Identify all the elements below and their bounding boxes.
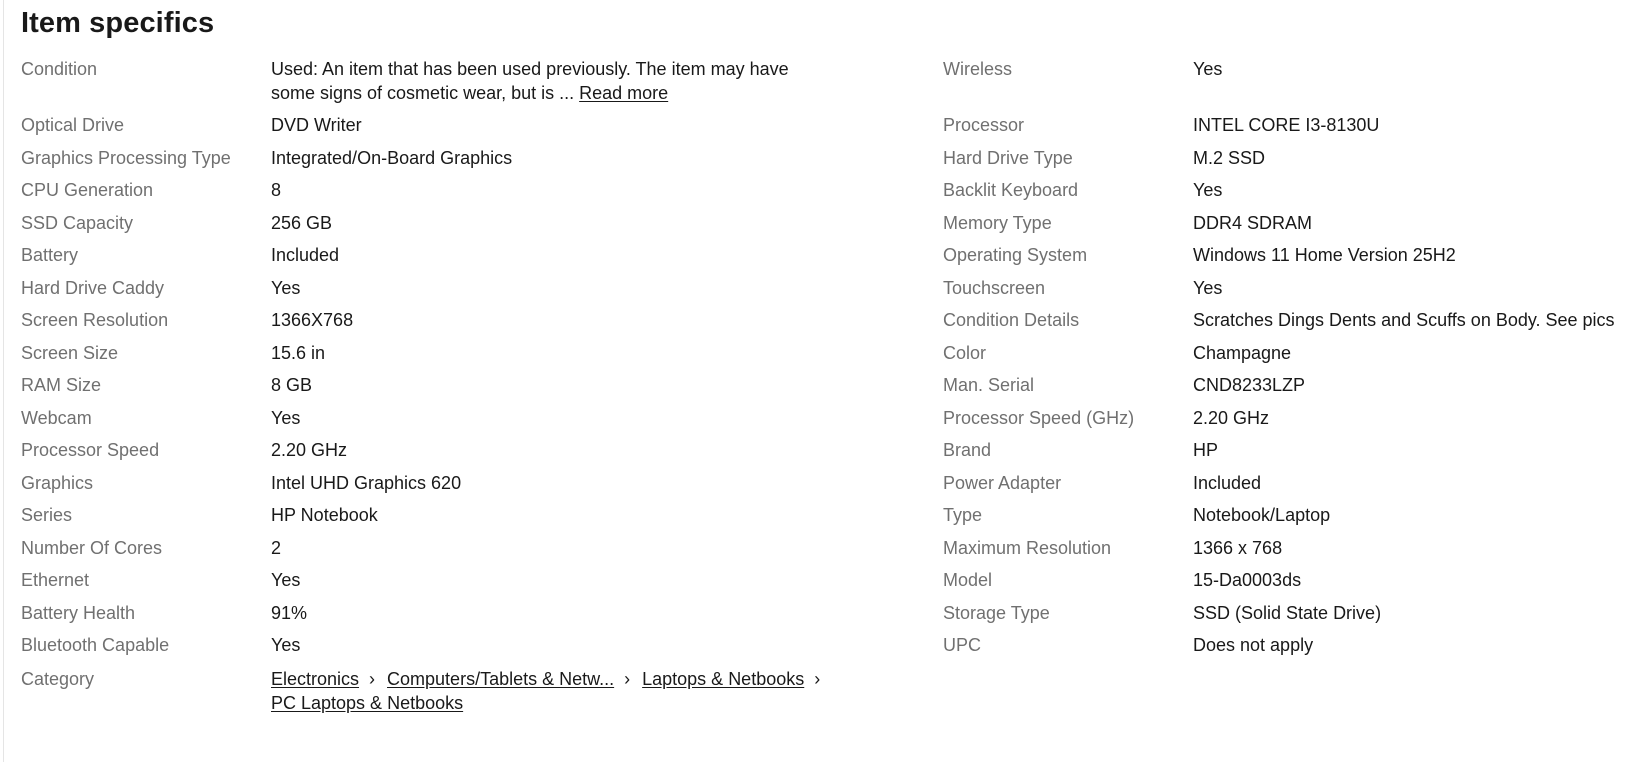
spec-label: Hard Drive Caddy (21, 277, 165, 298)
spec-label: Power Adapter (943, 472, 1062, 493)
specs-right-column (943, 57, 1623, 666)
spec-row-man-serial (943, 373, 1623, 406)
spec-row-screen-size (21, 341, 881, 374)
spec-row-hard-drive-caddy (21, 276, 881, 309)
spec-row-ram-size (21, 373, 881, 406)
spec-row-power-adapter (943, 471, 1623, 504)
spec-label: Screen Resolution (21, 310, 169, 330)
spec-value: Yes (271, 277, 301, 298)
spec-label: Ethernet (21, 570, 90, 590)
spec-row-backlit-keyboard (943, 178, 1623, 211)
spec-value: M.2 SSD (1193, 147, 1266, 168)
spec-label: Condition (21, 59, 98, 79)
spec-label: Storage Type (943, 602, 1050, 623)
read-more-link[interactable]: Read more (579, 83, 669, 103)
spec-label: Condition Details (943, 310, 1080, 330)
spec-value: Windows 11 Home Version 25H2 (1193, 245, 1456, 265)
breadcrumb-link-laptops[interactable]: Laptops & Netbooks (642, 669, 805, 689)
spec-row-brand (943, 438, 1623, 471)
spec-row-number-of-cores (21, 536, 881, 569)
spec-value: CND8233LZP (1193, 375, 1306, 395)
spec-row-wireless (943, 57, 1623, 113)
spec-row-hard-drive-type (943, 146, 1623, 179)
spec-value: Yes (271, 635, 301, 655)
category-breadcrumb (271, 667, 851, 715)
spec-label: Man. Serial (943, 375, 1035, 395)
spec-label: Brand (943, 440, 992, 460)
spec-value: DVD Writer (271, 115, 362, 135)
spec-label: Battery (21, 245, 79, 265)
spec-value: Intel UHD Graphics 620 (271, 472, 462, 493)
spec-label: CPU Generation (21, 180, 154, 200)
spec-value: Does not apply (1193, 635, 1314, 655)
spec-row-operating-system (943, 243, 1623, 276)
breadcrumb-link-electronics[interactable]: Electronics (271, 669, 360, 689)
spec-value: INTEL CORE I3-8130U (1193, 115, 1380, 135)
spec-label: UPC (943, 635, 982, 655)
spec-value: Integrated/On-Board Graphics (271, 147, 513, 168)
spec-row-webcam (21, 406, 881, 439)
spec-value: SSD (Solid State Drive) (1193, 602, 1382, 623)
spec-label: Graphics (21, 472, 94, 493)
spec-value: Yes (271, 570, 301, 590)
spec-label: Processor Speed (GHz) (943, 407, 1135, 428)
spec-value: 91% (271, 602, 308, 623)
spec-label: Model (943, 570, 993, 590)
spec-value: Yes (1193, 180, 1223, 200)
spec-label: Memory Type (943, 212, 1052, 233)
spec-label: Optical Drive (21, 115, 125, 135)
spec-row-category (21, 667, 881, 723)
breadcrumb-link-computers[interactable]: Computers/Tablets & Netw... (387, 669, 615, 689)
spec-value: 256 GB (271, 212, 333, 233)
spec-label: Operating System (943, 245, 1088, 265)
spec-label: Graphics Processing Type (21, 147, 231, 168)
spec-label: Type (943, 505, 983, 525)
spec-row-graphics (21, 471, 881, 504)
spec-row-model (943, 568, 1623, 601)
spec-value: Yes (1193, 277, 1223, 298)
spec-label: Category (21, 669, 95, 689)
spec-label: Bluetooth Capable (21, 635, 170, 655)
specs-left-column (21, 57, 881, 723)
spec-row-processor-speed-ghz (943, 406, 1623, 439)
spec-row-graphics-processing-type (21, 146, 881, 179)
spec-value (271, 57, 831, 105)
spec-value: 2.20 GHz (1193, 407, 1270, 428)
spec-value: Champagne (1193, 342, 1292, 363)
panel-left-border (3, 0, 4, 762)
spec-value: DDR4 SDRAM (1193, 212, 1313, 233)
spec-value: 8 (271, 180, 282, 200)
spec-label: Battery Health (21, 602, 136, 623)
breadcrumb-line (271, 691, 851, 715)
condition-text: Used: An item that has been used previously. The item may have some signs of cosmetic wear, but is ... (271, 59, 789, 103)
spec-row-battery (21, 243, 881, 276)
spec-row-optical-drive (21, 113, 881, 146)
spec-row-battery-health (21, 601, 881, 634)
spec-value: 8 GB (271, 375, 313, 395)
spec-label: Hard Drive Type (943, 147, 1073, 168)
spec-label: Screen Size (21, 342, 119, 363)
spec-label: Maximum Resolution (943, 537, 1112, 558)
breadcrumb-line (271, 667, 851, 691)
spec-value: 15.6 in (271, 342, 326, 363)
spec-row-processor (943, 113, 1623, 146)
spec-value: 2 (271, 537, 282, 558)
spec-label: Color (943, 342, 987, 363)
spec-value: 2.20 GHz (271, 440, 348, 460)
spec-row-condition-details (943, 308, 1623, 341)
spec-label: SSD Capacity (21, 212, 134, 233)
spec-value: 1366 x 768 (1193, 537, 1283, 558)
spec-row-bluetooth-capable (21, 633, 881, 667)
spec-row-maximum-resolution (943, 536, 1623, 569)
chevron-right-icon: › (624, 669, 631, 689)
spec-row-color (943, 341, 1623, 374)
spec-row-storage-type (943, 601, 1623, 634)
spec-row-series (21, 503, 881, 536)
spec-row-processor-speed (21, 438, 881, 471)
spec-value: Yes (271, 407, 301, 428)
spec-row-upc (943, 633, 1623, 666)
spec-row-condition (21, 57, 881, 113)
spec-row-memory-type (943, 211, 1623, 244)
spec-value: Included (271, 245, 340, 265)
spec-label: Wireless (943, 59, 1013, 79)
spec-value: Notebook/Laptop (1193, 505, 1331, 525)
spec-row-touchscreen (943, 276, 1623, 309)
spec-value: Included (1193, 472, 1262, 493)
spec-label: Backlit Keyboard (943, 180, 1079, 200)
section-title: Item specifics (21, 7, 215, 39)
spec-label: Webcam (21, 407, 92, 428)
spec-value: HP Notebook (271, 505, 378, 525)
spec-value: 1366X768 (271, 310, 354, 330)
spec-label: Series (21, 505, 73, 525)
spec-label: Touchscreen (943, 277, 1046, 298)
spec-value: Yes (1193, 59, 1223, 79)
spec-label: Processor (943, 115, 1025, 135)
spec-label: RAM Size (21, 375, 102, 395)
chevron-right-icon: › (814, 669, 821, 689)
chevron-right-icon: › (369, 669, 376, 689)
spec-label: Processor Speed (21, 440, 160, 460)
spec-row-cpu-generation (21, 178, 881, 211)
spec-label: Number Of Cores (21, 537, 163, 558)
spec-row-type (943, 503, 1623, 536)
spec-value: 15-Da0003ds (1193, 570, 1302, 590)
spec-row-ethernet (21, 568, 881, 601)
spec-row-screen-resolution (21, 308, 881, 341)
spec-row-ssd-capacity (21, 211, 881, 244)
spec-value: HP (1193, 440, 1219, 460)
breadcrumb-link-pc-laptops[interactable]: PC Laptops & Netbooks (271, 693, 464, 713)
spec-value: Scratches Dings Dents and Scuffs on Body. See pics (1193, 310, 1615, 330)
